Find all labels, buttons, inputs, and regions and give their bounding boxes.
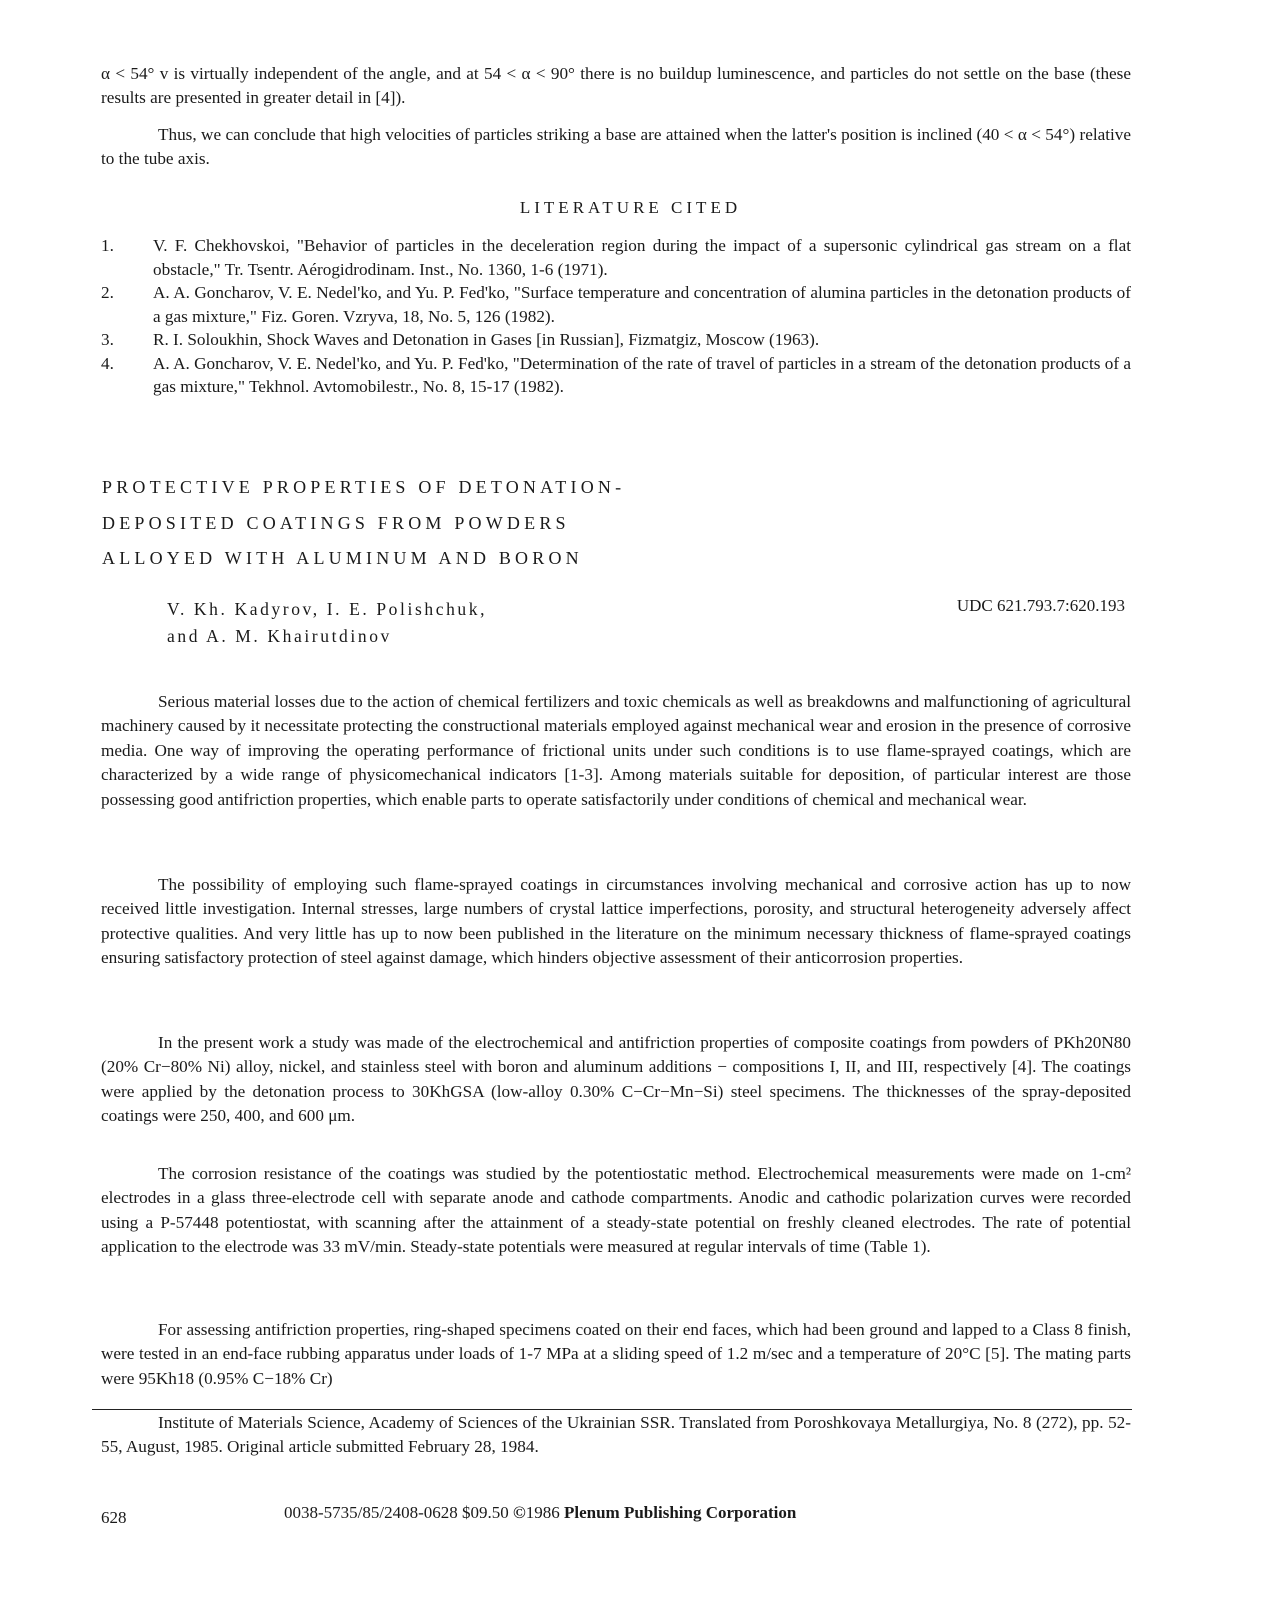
journal-code: 0038-5735/85/2408-0628 $09.50: [284, 1503, 509, 1522]
body-paragraph-5: For assessing antifriction properties, ring-shaped specimens coated on their end faces, which had been ground and lapped to a Class 8 finish, were tested in an end-face rubbing apparatus under loads of 1-7 MPa at a sliding speed of 1.2 m/sec and a temperature of 20°C [5]. The mating parts were 95Kh18 (0.95% C−18% Cr): [101, 1320, 1131, 1388]
reference-item: [101, 352, 1131, 399]
authors-line-2: and A. M. Khairutdinov: [167, 626, 392, 646]
affiliation-footnote: Institute of Materials Science, Academy of Sciences of the Ukrainian SSR. Translated from Poroshkovaya Metallurgiya, No. 8 (272), pp. 52-55, August, 1985. Original article submitted February 28, 1984.: [101, 1413, 1131, 1457]
udc-code: UDC 621.793.7:620.193: [956, 596, 1125, 615]
reference-number: 3.: [101, 330, 114, 349]
copyright-year: 1986: [525, 1503, 560, 1522]
copyright-symbol: ©: [513, 1503, 526, 1522]
page-number: 628: [101, 1508, 127, 1527]
reference-number: 4.: [101, 353, 114, 373]
article-title-line-3: ALLOYED WITH ALUMINUM AND BORON: [102, 548, 583, 568]
article-title-line-2: DEPOSITED COATINGS FROM POWDERS: [102, 513, 570, 533]
body-paragraph-1: Serious material losses due to the action of chemical fertilizers and toxic chemicals as well as breakdowns and malfunctioning of agricultural machinery caused by it necessitate protecting the constructional materials employed against mechanical wear and erosion in the presence of corrosive media. One way of improving the operating performance of frictional units under such conditions is to use flame-sprayed coatings, which are characterized by a wide range of physicomechanical indicators [1-3]. Among materials suitable for deposition, of particular interest are those possessing good antifriction properties, which enable parts to operate satisfactorily under conditions of chemical and mechanical wear.: [101, 692, 1131, 809]
article-authors: [167, 596, 487, 650]
reference-number: 2.: [101, 283, 114, 302]
reference-item: [101, 328, 1131, 352]
authors-line-1: V. Kh. Kadyrov, I. E. Polishchuk,: [167, 599, 488, 619]
reference-number: 1.: [101, 236, 114, 255]
footnote-divider: [92, 1409, 1132, 1410]
article-title-line-1: PROTECTIVE PROPERTIES OF DETONATION-: [102, 477, 626, 497]
intro-paragraph-2: Thus, we can conclude that high velocities of particles striking a base are attained when the latter's position is inclined (40 < α < 54°) relative to the tube axis.: [101, 125, 1131, 169]
intro-paragraph-1: α < 54° v is virtually independent of the angle, and at 54 < α < 90° there is no buildup luminescence, and particles do not settle on the base (these results are presented in greater detail in [4]).: [101, 64, 1131, 108]
body-paragraph-4: The corrosion resistance of the coatings was studied by the potentiostatic method. Electrochemical measurements were made on 1-cm² electrodes in a glass three-electrode cell with separate anode and cathode compartments. Anodic and cathodic polarization curves were recorded using a P-57448 potentiostat, with scanning after the attainment of a steady-state potential on freshly cleaned electrodes. The rate of potential application to the electrode was 33 mV/min. Steady-state potentials were measured at regular intervals of time (Table 1).: [101, 1164, 1131, 1257]
reference-item: [101, 234, 1131, 281]
literature-cited-heading: LITERATURE CITED: [519, 198, 742, 217]
reference-text: A. A. Goncharov, V. E. Nedel'ko, and Yu. P. Fed'ko, "Surface temperature and concentration of alumina particles in the detonation products of a gas mixture," Fiz. Goren. Vzryva, 18, No. 5, 126 (1982).: [153, 283, 1131, 326]
reference-text: R. I. Soloukhin, Shock Waves and Detonation in Gases [in Russian], Fizmatgiz, Moscow (1963).: [153, 330, 820, 349]
reference-text: A. A. Goncharov, V. E. Nedel'ko, and Yu. P. Fed'ko, "Determination of the rate of travel of particles in a stream of the detonation products of a gas mixture," Tekhnol. Avtomobilestr., No. 8, 15-17 (1982).: [153, 353, 1131, 396]
body-paragraph-3: In the present work a study was made of the electrochemical and antifriction properties of composite coatings from powders of PKh20N80 (20% Cr−80% Ni) alloy, nickel, and stainless steel with boron and aluminum additions − compositions I, II, and III, respectively [4]. The coatings were applied by the detonation process to 30KhGSA (low-alloy 0.30% C−Cr−Mn−Si) steel specimens. The thicknesses of the spray-deposited coatings were 250, 400, and 600 μm.: [101, 1033, 1131, 1126]
reference-item: [101, 281, 1131, 328]
reference-text: V. F. Chekhovskoi, "Behavior of particles in the deceleration region during the impact of a supersonic cylindrical gas stream on a flat obstacle," Tr. Tsentr. Aérogidrodinam. Inst., No. 1360, 1-6 (1971).: [153, 236, 1131, 279]
body-paragraph-2: The possibility of employing such flame-sprayed coatings in circumstances involving mechanical and corrosive action has up to now received little investigation. Internal stresses, large numbers of crystal lattice imperfections, porosity, and structural heterogeneity adversely affect protective qualities. And very little has up to now been published in the literature on the minimum necessary thickness of flame-sprayed coatings ensuring satisfactory protection of steel against damage, which hinders objective assessment of their anticorrosion properties.: [101, 875, 1131, 968]
copyright-line: [284, 1503, 796, 1523]
publisher-name: Plenum Publishing Corporation: [563, 1503, 797, 1522]
reference-list: [101, 234, 1131, 399]
